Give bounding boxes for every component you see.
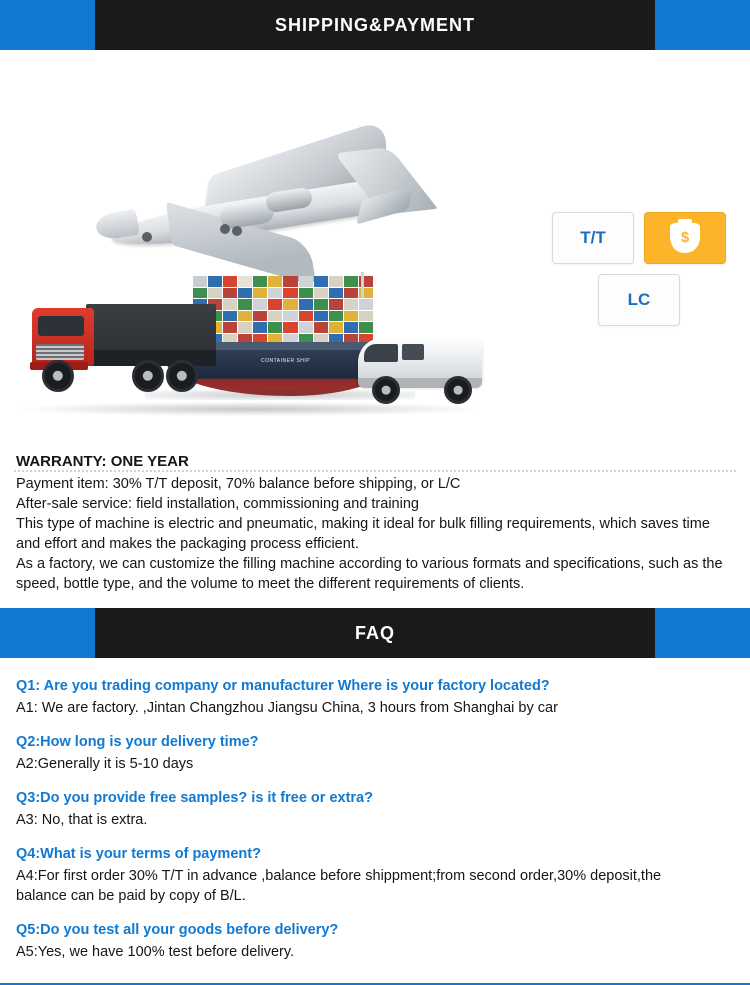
- faq-answer: A5:Yes, we have 100% test before delivery.: [16, 944, 295, 960]
- faq-item: [16, 920, 706, 962]
- faq-question: Q1: Are you trading company or manufacturer Where is your factory located?: [16, 678, 550, 694]
- shipping-banner: [0, 0, 750, 50]
- warranty-line-1: Payment item: 30% T/T deposit, 70% balance before shipping, or L/C: [16, 476, 461, 492]
- faq-item: [16, 676, 706, 718]
- airplane-icon: [70, 120, 430, 290]
- money-bag-icon: [670, 223, 700, 253]
- payment-badge-tt[interactable]: [552, 212, 634, 264]
- ship-name-label: CONTAINER SHIP: [261, 358, 311, 364]
- payment-badge-lc-label: LC: [627, 290, 651, 309]
- shipping-illustration-section: [0, 50, 750, 422]
- ground-shadow: [20, 402, 480, 416]
- faq-item: [16, 732, 706, 774]
- shipping-banner-title: SHIPPING&PAYMENT: [274, 15, 476, 35]
- payment-methods: [552, 212, 732, 326]
- warranty-line-4: As a factory, we can customize the filling machine according to various formats and specifications, such as the speed, bottle type, and the volume to meet the different requirements of clients.: [16, 556, 723, 592]
- faq-list: [16, 676, 706, 976]
- warranty-line-2: After-sale service: field installation, commissioning and training: [16, 496, 419, 512]
- faq-answer: A3: No, that is extra.: [16, 812, 148, 828]
- faq-question: Q5:Do you test all your goods before delivery?: [16, 922, 339, 938]
- delivery-van-icon: [358, 332, 488, 410]
- shipping-containers: [193, 276, 373, 344]
- faq-question: Q3:Do you provide free samples? is it free or extra?: [16, 790, 373, 806]
- faq-answer: A1: We are factory. ,Jintan Changzhou Jiangsu China, 3 hours from Shanghai by car: [16, 700, 558, 716]
- faq-question: Q4:What is your terms of payment?: [16, 846, 261, 862]
- payment-badge-tt-label: T/T: [580, 228, 606, 247]
- payment-badge-lc[interactable]: [598, 274, 680, 326]
- faq-item: [16, 788, 706, 830]
- faq-answer: A2:Generally it is 5-10 days: [16, 756, 194, 772]
- warranty-heading: WARRANTY: ONE YEAR: [16, 453, 189, 470]
- faq-banner: [0, 608, 750, 658]
- faq-banner-title: FAQ: [354, 623, 395, 643]
- transport-illustration: [0, 50, 540, 422]
- warranty-line-3: This type of machine is electric and pneumatic, making it ideal for bulk filling requirements, which saves time and effort and makes the packaging process efficient.: [16, 516, 710, 552]
- faq-answer: A4:For first order 30% T/T in advance ,balance before shippment;from second order,30% deposit,the balance can be paid by copy of B/L.: [16, 868, 662, 904]
- payment-badge-money-bag[interactable]: [644, 212, 726, 264]
- faq-item: [16, 844, 706, 906]
- truck-icon: [28, 300, 213, 400]
- warranty-block: [16, 452, 734, 594]
- faq-question: Q2:How long is your delivery time?: [16, 734, 259, 750]
